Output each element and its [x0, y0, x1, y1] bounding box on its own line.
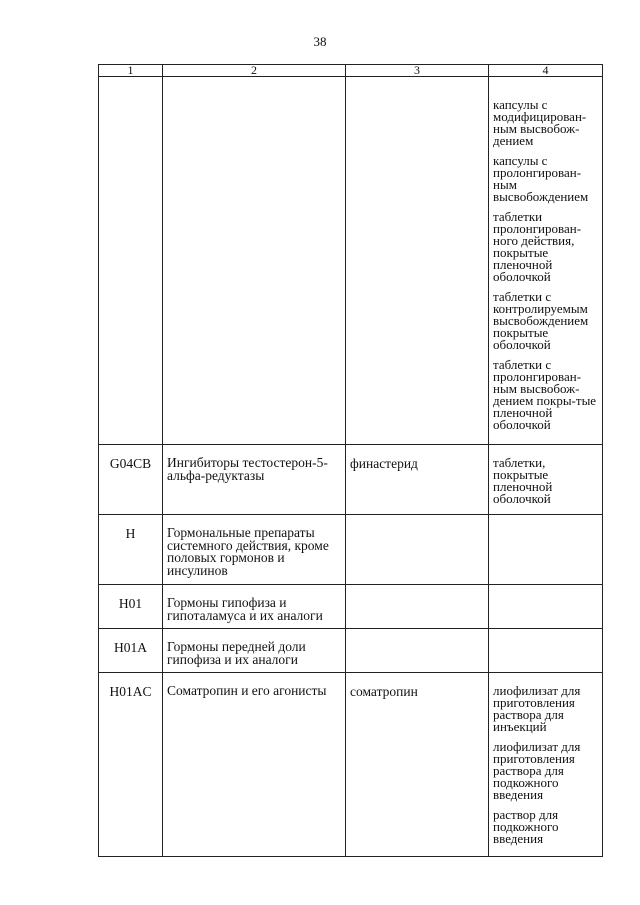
dosage-forms	[489, 585, 603, 629]
atc-code: H01A	[99, 629, 163, 673]
group-name: Гормоны гипофиза и гипоталамуса и их аналоги	[163, 585, 346, 629]
dosage-form: таблетки с контролируемым высвобождением покрытые оболочкой	[493, 289, 589, 352]
dosage-forms	[489, 445, 603, 515]
dosage-form: капсулы с пролонгирован-ным высвобождением	[493, 153, 589, 204]
atc-code	[99, 77, 163, 445]
table-row	[99, 77, 603, 445]
dosage-form: лиофилизат для приготовления раствора для подкожного введения	[493, 739, 581, 802]
group-name	[163, 77, 346, 445]
atc-code: H01	[99, 585, 163, 629]
atc-code: H	[99, 515, 163, 585]
dosage-form: таблетки с пролонгирован-ным высвобож-дением покры-тые пленочной оболочкой	[493, 357, 597, 432]
drug-name	[346, 515, 489, 585]
table-row	[99, 673, 603, 857]
dosage-forms	[489, 77, 603, 445]
header-col-3: 3	[346, 65, 489, 77]
table-row	[99, 445, 603, 515]
table-header-row	[99, 65, 603, 77]
dosage-form: лиофилизат для приготовления раствора для инъекций	[493, 683, 581, 734]
drug-name: финастерид	[346, 445, 489, 515]
table-row	[99, 585, 603, 629]
drug-name	[346, 629, 489, 673]
atc-code: G04CB	[99, 445, 163, 515]
medication-table	[98, 64, 603, 857]
dosage-form: капсулы с модифицирован-ным высвобож-дением	[493, 97, 587, 148]
table-row	[99, 629, 603, 673]
dosage-form: таблетки пролонгирован-ного действия, покрытые пленочной оболочкой	[493, 209, 582, 284]
drug-name	[346, 77, 489, 445]
group-name: Гормоны передней доли гипофиза и их аналоги	[163, 629, 346, 673]
atc-code: H01AC	[99, 673, 163, 857]
group-name: Гормональные препараты системного действия, кроме половых гормонов и инсулинов	[163, 515, 346, 585]
dosage-form: таблетки, покрытые пленочной оболочкой	[493, 455, 553, 506]
dosage-forms	[489, 629, 603, 673]
group-name: Ингибиторы тестостерон-5-альфа-редуктазы	[163, 445, 346, 515]
dosage-forms	[489, 673, 603, 857]
header-col-2: 2	[163, 65, 346, 77]
page-number: 38	[313, 34, 327, 49]
drug-name: соматропин	[346, 673, 489, 857]
drug-name	[346, 585, 489, 629]
table-row	[99, 515, 603, 585]
dosage-forms	[489, 515, 603, 585]
group-name: Соматропин и его агонисты	[163, 673, 346, 857]
dosage-form: раствор для подкожного введения	[493, 807, 559, 846]
header-col-1: 1	[99, 65, 163, 77]
header-col-4: 4	[489, 65, 603, 77]
